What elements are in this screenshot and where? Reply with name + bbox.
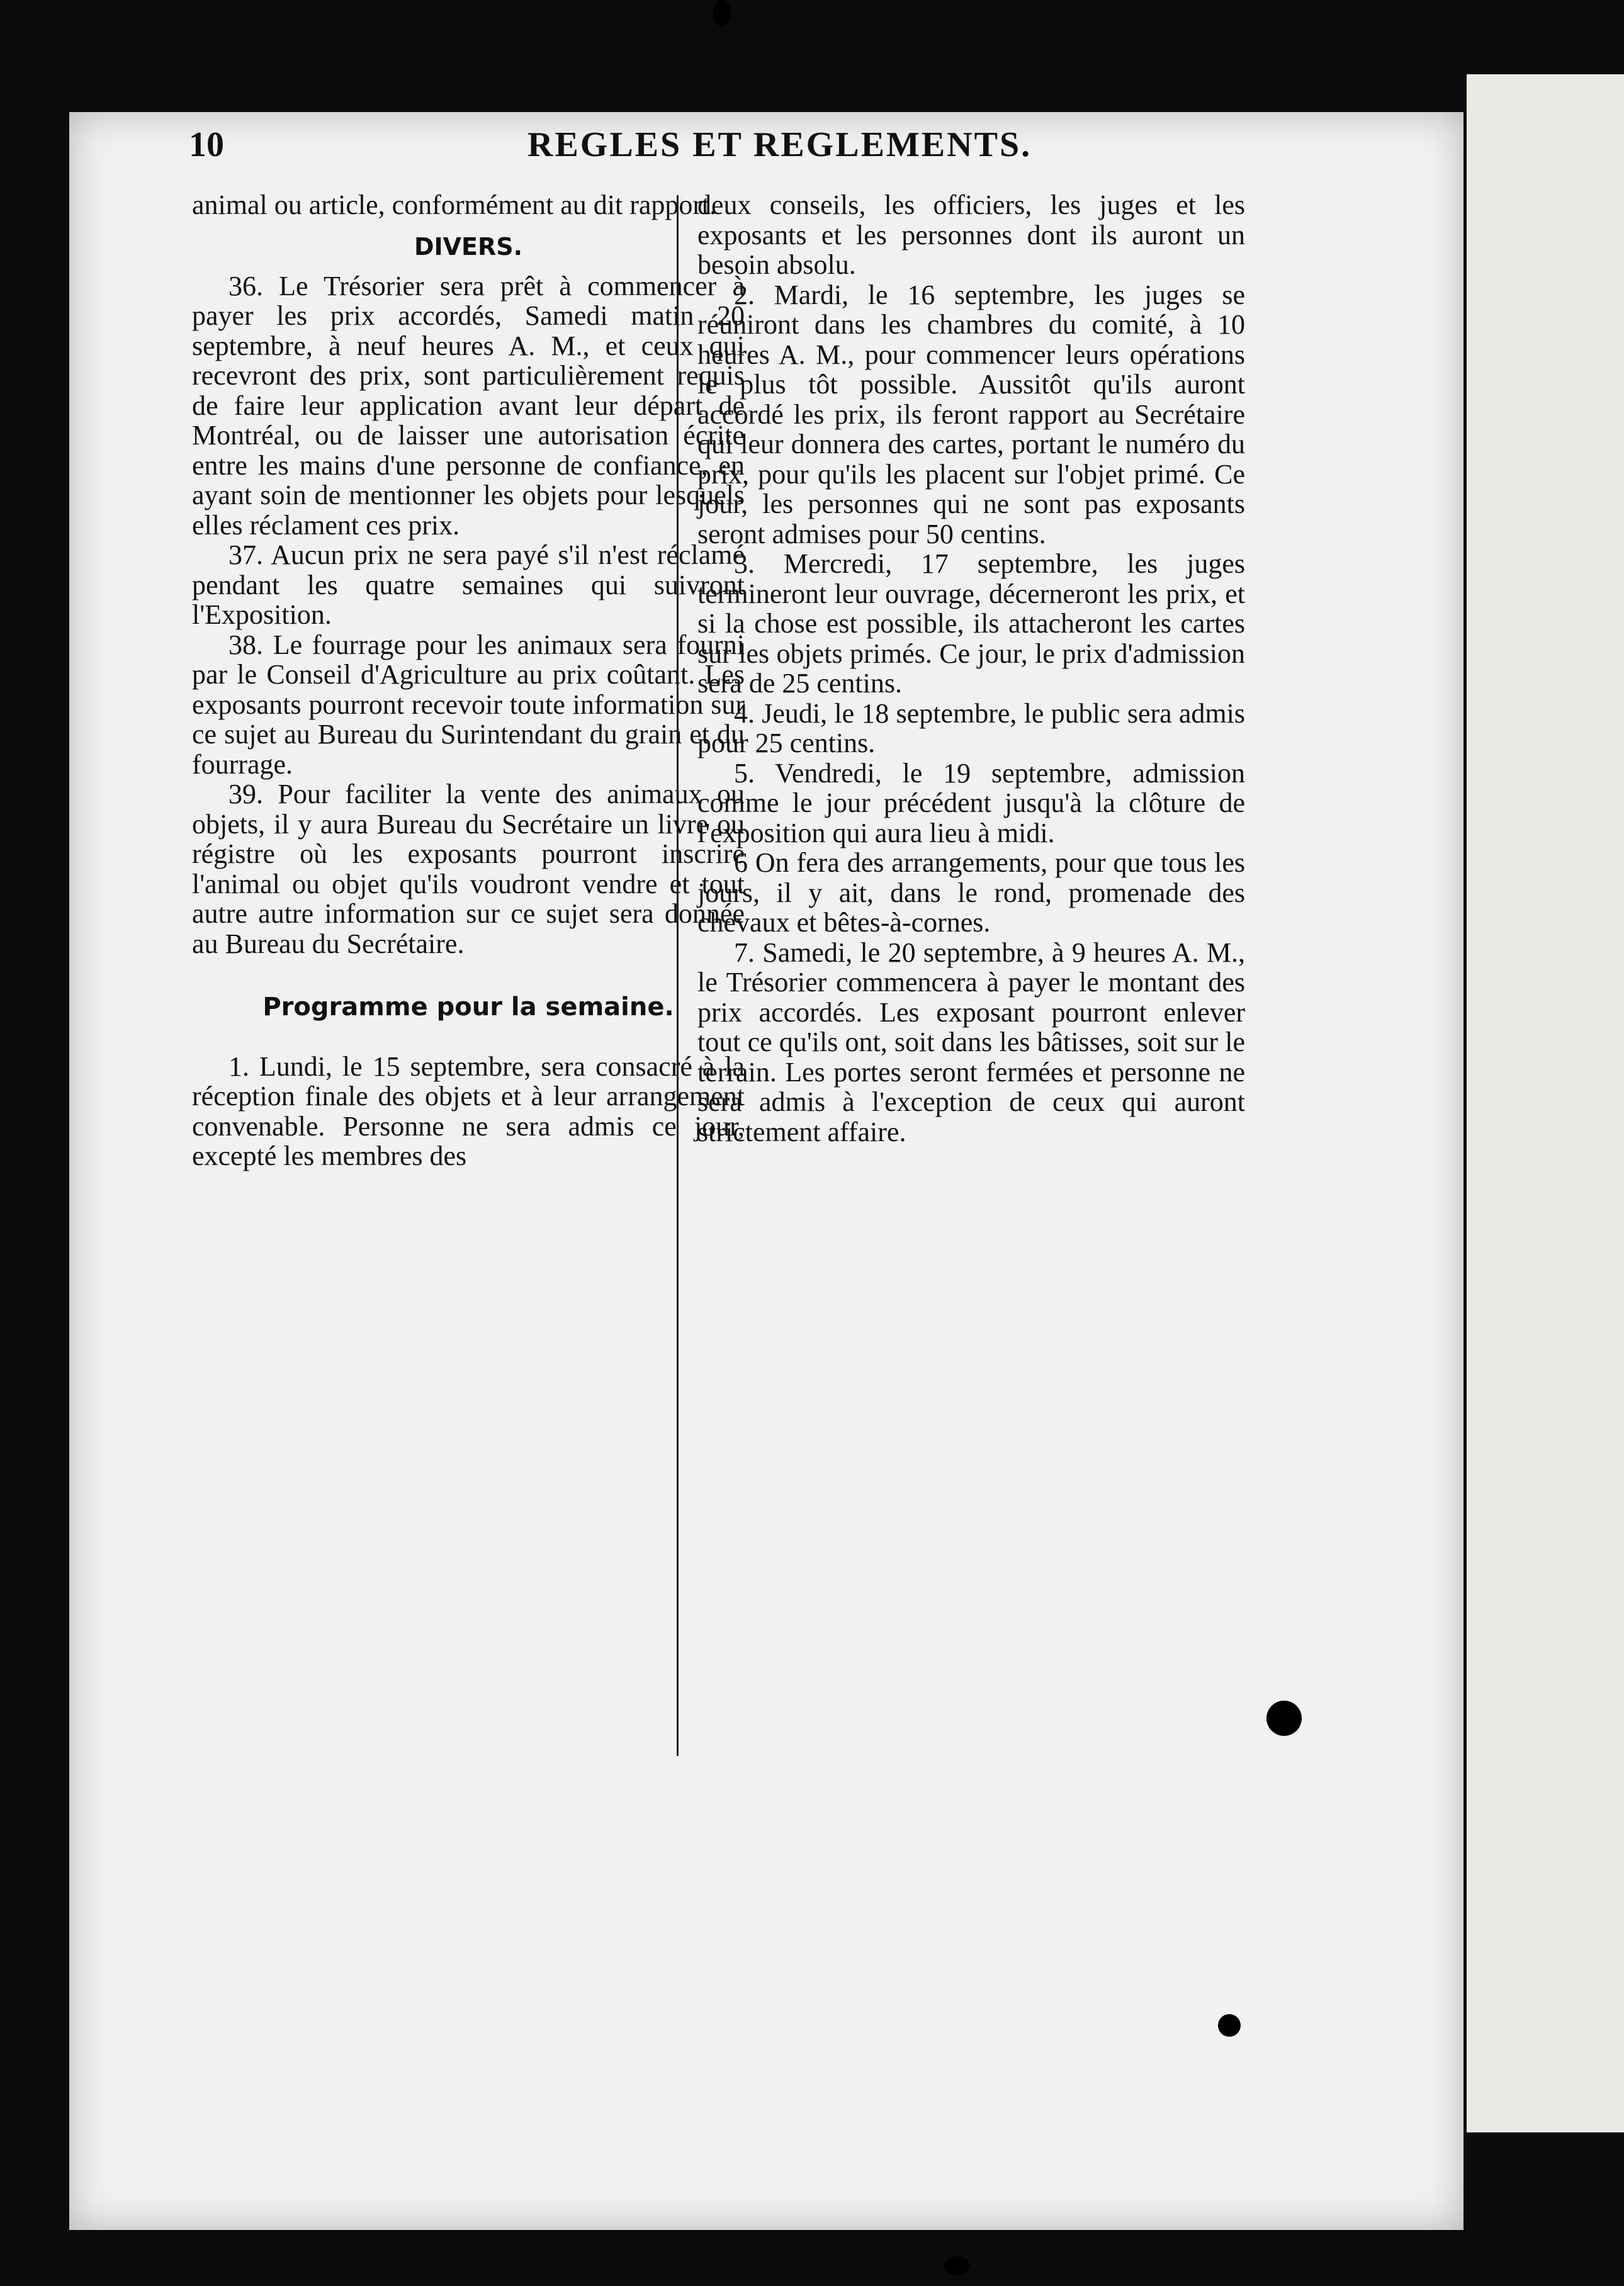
paragraph: 39. Pour faciliter la vente des animaux ou objets, il y aura Bureau du Secrétaire un livre ou régistre où les exposants pourront inscrire l'animal ou objet qu'ils voudront vendre et tout autre autre information sur ce sujet sera donnée au Bureau du Secrétaire.	[192, 779, 745, 959]
paragraph: deux conseils, les officiers, les juges et les exposants et les personnes dont ils auront un besoin absolu.	[697, 189, 1245, 281]
section-heading: Programme pour la semaine.	[262, 993, 674, 1022]
page-header	[0, 125, 1624, 175]
paragraph: 7. Samedi, le 20 septembre, à 9 heures A. M., le Trésorier commencera à payer le montant des prix accordés. Les exposant pourront enlever tout ce qu'ils ont, soit dans les bâtisses, soit sur le terrain. Les portes seront fermées et personne ne sera admis à l'exception de ceux qui auront strictement affaire.	[697, 937, 1245, 1147]
paragraph: 37. Aucun prix ne sera payé s'il n'est réclamé pendant les quatre semaines qui suivront l'Exposition.	[192, 539, 745, 631]
paragraph: 4. Jeudi, le 18 septembre, le public sera admis pour 25 centins.	[697, 697, 1245, 759]
show-through-bleed	[774, 1611, 1215, 1640]
adjacent-page-edge	[1467, 74, 1624, 2132]
ink-speck	[1266, 1701, 1302, 1736]
right-column	[697, 190, 1245, 1147]
ink-speck	[713, 0, 731, 26]
paragraph: 3. Mercredi, 17 septembre, les juges termineront leur ouvrage, décerneront les prix, et si la chose est possible, ils attacheront les cartes sur les objets primés. Ce jour, le prix d'admission sera de 25 centins.	[697, 548, 1245, 699]
paragraph: animal ou article, conformément au dit rapport.	[192, 189, 717, 220]
paragraph: 5. Vendredi, le 19 septembre, admission comme le jour précédent jusqu'à la clôture de l'exposition qui aura lieu à midi.	[697, 757, 1245, 848]
ink-speck	[944, 2256, 969, 2275]
ink-speck	[1218, 2014, 1241, 2037]
page-number: 10	[189, 125, 224, 164]
paragraph: 6 On fera des arrangements, pour que tous les jours, il y ait, dans le rond, promenade des chevaux et bêtes-à-cornes.	[697, 847, 1245, 938]
left-column	[192, 190, 745, 1171]
paragraph: 36. Le Trésorier sera prêt à commencer à payer les prix accordés, Samedi matin 20 septembre, à neuf heures A. M., et ceux qui recevront des prix, sont particulièrement requis de faire leur application avant leur départ de Montréal, ou de laisser une autorisation écrite entre les mains d'une personne de confiance, en ayant soin de mentionner les objets pour lesquels elles réclament ces prix.	[192, 270, 745, 541]
running-title: REGLES ET REGLEMENTS.	[527, 125, 1032, 164]
section-heading: DIVERS.	[414, 232, 523, 261]
paragraph: 38. Le fourrage pour les animaux sera fourni par le Conseil d'Agriculture au prix coûtant. Les exposants pourront recevoir toute information sur ce sujet au Bureau du Surintendant du grain et du fourrage.	[192, 629, 745, 780]
paragraph: 1. Lundi, le 15 septembre, sera consacré à la réception finale des objets et à leur arrangement convenable. Personne ne sera admis ce jour, excepté les membres des	[192, 1050, 745, 1172]
paragraph: 2. Mardi, le 16 septembre, les juges se réuniront dans les chambres du comité, à 10 heures A. M., pour commencer leurs opérations le plus tôt possible. Aussitôt qu'ils auront accordé les prix, ils feront rapport au Secrétaire qui leur donnera des cartes, portant le numéro du prix, pour qu'ils les placent sur l'objet primé. Ce jour, les personnes qui ne sont pas exposants seront admises pour 50 centins.	[697, 279, 1245, 549]
